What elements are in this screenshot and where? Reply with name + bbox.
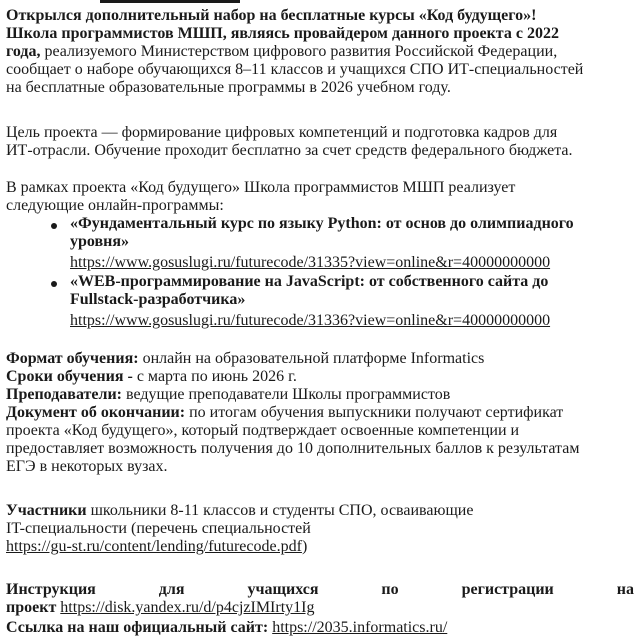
instruction-word: Инструкция	[6, 581, 96, 598]
terms-label: Сроки обучения -	[6, 368, 133, 385]
format-value: онлайн на образовательной платформе Informatics	[138, 350, 485, 367]
para1-line-5: на бесплатные образовательные программы в 2026 учебном году.	[6, 79, 451, 96]
teachers-value: ведущие преподаватели Школы программистов	[122, 386, 451, 403]
instruction-project-label: проект	[6, 599, 57, 616]
site-link[interactable]: https://2035.informatics.ru/	[272, 619, 448, 636]
announcement-heading: Открылся дополнительный набор на бесплатные курсы «Код будущего»!	[6, 7, 537, 24]
specialties-link[interactable]: https://gu-st.ru/content/lending/futurecode.pdf	[6, 538, 302, 555]
program-1-title-line-2: уровня»	[70, 233, 130, 250]
para1-line-3	[6, 43, 557, 61]
document-text: по итогам обучения выпускники получают сертификат	[185, 404, 564, 421]
format-line	[6, 350, 484, 368]
program-2-link[interactable]: https://www.gosuslugi.ru/futurecode/31336?view=online&r=40000000000	[70, 312, 551, 329]
programs-intro-line-1: В рамках проекта «Код будущего» Школа программистов МШП реализует	[6, 179, 516, 196]
instruction-word: по	[381, 581, 399, 598]
participants-text: школьники 8-11 классов и студенты СПО, осваивающие	[86, 502, 474, 519]
participants-line-2: IT-специальности (перечень специальностей	[6, 520, 311, 537]
terms-value: с марта по июнь 2026 г.	[132, 368, 297, 385]
instruction-link[interactable]: https://disk.yandex.ru/d/p4cjzIMIrty1Ig	[60, 599, 315, 616]
para1-bold-year: года,	[6, 43, 41, 60]
site-label: Ссылка на наш официальный сайт:	[6, 619, 269, 636]
format-label: Формат обучения:	[6, 350, 139, 367]
participants-label: Участники	[6, 502, 87, 519]
program-2-link-line	[70, 312, 550, 330]
para1-line-4: сообщает о наборе обучающихся 8–11 классов и учащихся СПО ИТ-специальностей	[6, 61, 584, 78]
participants-line-1	[6, 502, 473, 520]
teachers-label: Преподаватели:	[6, 386, 123, 403]
program-1-link-line	[70, 254, 550, 272]
para1-line-2: Школа программистов МШП, являясь провайдером данного проекта с 2022	[6, 25, 559, 42]
para1-line-3-text: реализуемого Министерством цифрового развития Российской Федерации,	[40, 43, 558, 60]
terms-line	[6, 368, 297, 386]
program-1-title-line-1: «Фундаментальный курс по языку Python: от основ до олимпиадного	[70, 215, 574, 232]
site-line	[6, 619, 447, 637]
document-line-2: проекта «Код будущего», который подтверждает освоенные компетенции и	[6, 422, 520, 439]
cropped-heading-fragment	[100, 0, 240, 3]
program-2-title-line-1: «WEB-программирование на JavaScript: от собственного сайта до	[70, 273, 549, 290]
programs-intro-line-2: следующие онлайн-программы:	[6, 197, 224, 214]
program-1-link[interactable]: https://www.gosuslugi.ru/futurecode/31335?view=online&r=40000000000	[70, 254, 551, 271]
bullet-icon	[51, 223, 57, 229]
participants-close-paren: )	[301, 538, 308, 555]
program-2-title-line-2: Fullstack-разработчика»	[70, 291, 246, 308]
instruction-line-1	[6, 581, 634, 599]
document-line-4: ЕГЭ в некоторых вузах.	[6, 458, 168, 475]
instruction-word: учащихся	[247, 581, 319, 598]
instruction-line-2	[6, 599, 314, 617]
instruction-word: регистрации	[461, 581, 554, 598]
bullet-icon	[51, 281, 57, 287]
document-line-1	[6, 404, 563, 422]
goal-line-1: Цель проекта — формирование цифровых компетенций и подготовка кадров для	[6, 124, 558, 141]
goal-line-2: ИТ-отрасли. Обучение проходит бесплатно за счет средств федерального бюджета.	[6, 142, 573, 159]
instruction-word: для	[158, 581, 185, 598]
teachers-line	[6, 386, 450, 404]
participants-line-3	[6, 538, 307, 556]
document-label: Документ об окончании:	[6, 404, 186, 421]
instruction-word: на	[616, 581, 634, 598]
document-line-3: предоставляет возможность получения до 10 дополнительных баллов к результатам	[6, 440, 580, 457]
